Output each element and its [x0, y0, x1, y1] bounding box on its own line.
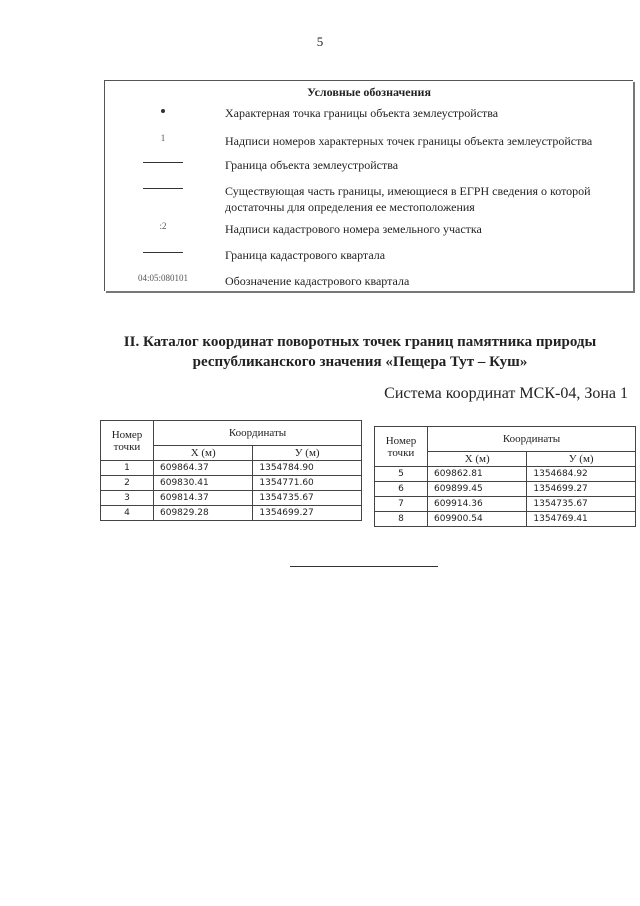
table-row — [101, 476, 362, 491]
x-coordinate-cell: 609900.54 — [428, 512, 527, 527]
y-coordinate-cell: 1354769.41 — [527, 512, 636, 527]
section-heading — [100, 332, 620, 372]
header-coordinates: Координаты — [154, 421, 362, 446]
legend-text: Граница объекта землеустройства — [225, 158, 399, 172]
table-row — [375, 467, 636, 482]
point-marker-icon — [113, 105, 213, 115]
legend-symbol-label: 1 — [160, 133, 166, 143]
point-number-cell: 3 — [101, 491, 154, 506]
x-coordinate-cell: 609814.37 — [154, 491, 253, 506]
boundary-line-icon — [113, 157, 213, 167]
header-x: X (м) — [428, 452, 527, 467]
header-x: X (м) — [154, 446, 253, 461]
legend-symbol-label: 04:05:080101 — [137, 273, 188, 283]
page-number: 5 — [316, 34, 324, 49]
table-row — [101, 461, 362, 476]
legend-box — [104, 80, 633, 291]
legend-title: Условные обозначения — [307, 85, 431, 99]
section-heading-line: II. Каталог координат поворотных точек границ памятника природы — [123, 334, 597, 350]
table-row — [375, 482, 636, 497]
y-coordinate-cell: 1354771.60 — [253, 476, 362, 491]
x-coordinate-cell: 609899.45 — [428, 482, 527, 497]
section-heading-line: республиканского значения «Пещера Тут – Куш» — [192, 354, 528, 370]
point-number-cell: 8 — [375, 512, 428, 527]
y-coordinate-cell: 1354735.67 — [527, 497, 636, 512]
coordinates-table-left — [100, 420, 362, 521]
table-body — [375, 467, 636, 527]
point-number-cell: 6 — [375, 482, 428, 497]
header-point-number: Номер точки — [375, 427, 428, 467]
x-coordinate-cell: 609862.81 — [428, 467, 527, 482]
y-coordinate-cell: 1354784.90 — [253, 461, 362, 476]
coordinate-system-label: Система координат МСК-04, Зона 1 — [384, 385, 628, 402]
legend-text: Обозначение кадастрового квартала — [225, 274, 410, 288]
quarter-boundary-line-icon — [113, 247, 213, 257]
point-number-cell: 1 — [101, 461, 154, 476]
y-coordinate-cell: 1354735.67 — [253, 491, 362, 506]
header-y: У (м) — [527, 452, 636, 467]
bottom-divider — [290, 566, 438, 567]
existing-boundary-line-icon — [113, 183, 213, 193]
x-coordinate-cell: 609864.37 — [154, 461, 253, 476]
coordinates-table-right — [374, 426, 636, 527]
point-number-cell: 2 — [101, 476, 154, 491]
header-y: У (м) — [253, 446, 362, 461]
legend-text: Существующая часть границы, имеющиеся в ЕГРН сведения о которой достаточны для определения ее местоположения — [225, 184, 591, 214]
x-coordinate-cell: 609914.36 — [428, 497, 527, 512]
legend-symbol-label: :2 — [159, 221, 167, 231]
table-row — [101, 491, 362, 506]
legend-text: Надписи номеров характерных точек границы объекта землеустройства — [225, 134, 593, 148]
header-point-number: Номер точки — [101, 421, 154, 461]
legend-text: Граница кадастрового квартала — [225, 248, 386, 262]
y-coordinate-cell: 1354699.27 — [253, 506, 362, 521]
point-number-cell: 5 — [375, 467, 428, 482]
point-number-cell: 7 — [375, 497, 428, 512]
table-row — [375, 497, 636, 512]
table-row — [101, 506, 362, 521]
point-number-cell: 4 — [101, 506, 154, 521]
legend-text: Характерная точка границы объекта землеустройства — [225, 106, 499, 120]
header-coordinates: Координаты — [428, 427, 636, 452]
x-coordinate-cell: 609830.41 — [154, 476, 253, 491]
legend-text: Надписи кадастрового номера земельного участка — [225, 222, 482, 236]
y-coordinate-cell: 1354684.92 — [527, 467, 636, 482]
y-coordinate-cell: 1354699.27 — [527, 482, 636, 497]
x-coordinate-cell: 609829.28 — [154, 506, 253, 521]
table-row — [375, 512, 636, 527]
table-body — [101, 461, 362, 521]
